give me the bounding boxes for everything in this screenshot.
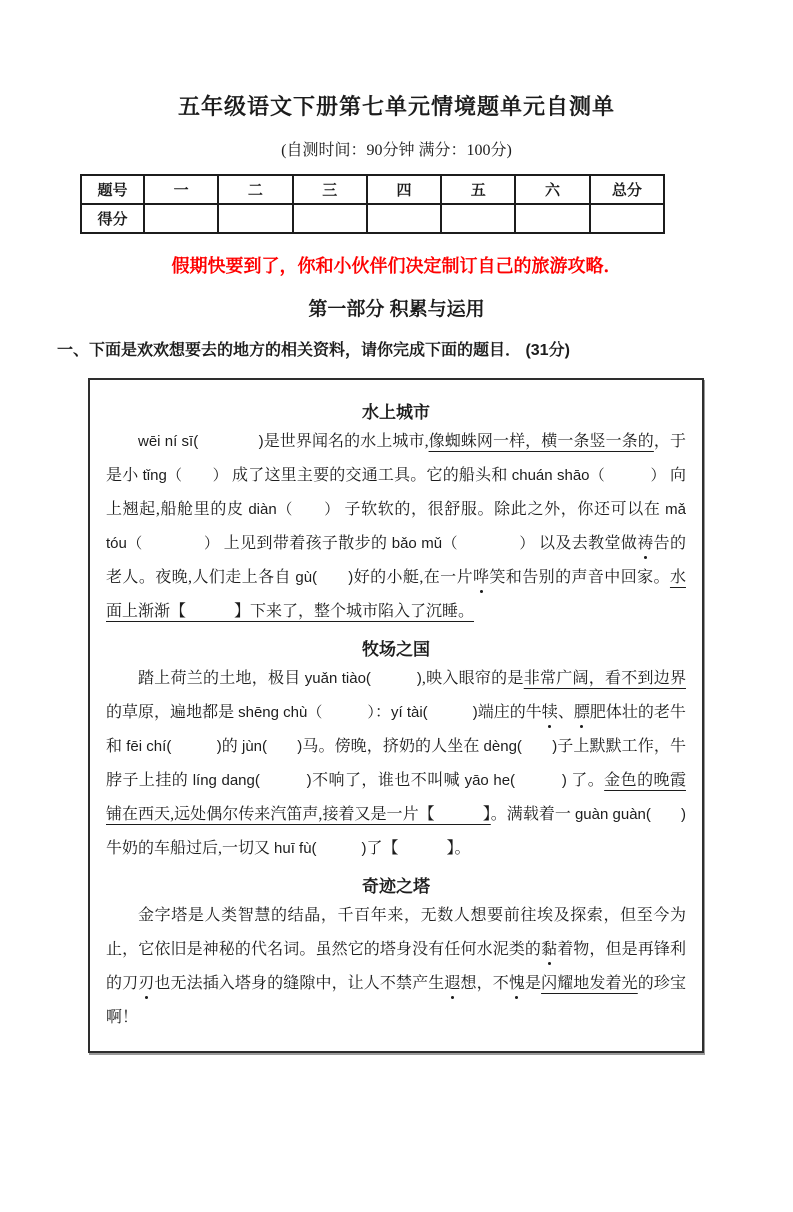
score-empty-cell	[218, 204, 292, 233]
score-empty-cell	[293, 204, 367, 233]
emphasis-dot-char: 黏	[541, 941, 558, 958]
passage-text-run: 笑和告别的声音中回家。	[489, 569, 670, 586]
passage-title-3: 奇迹之塔	[362, 877, 430, 896]
pinyin-blank: yāo he( )	[464, 772, 567, 789]
passage-text-run: 。满载着一	[490, 806, 575, 823]
pinyin-blank: tǐng（ ）	[142, 467, 228, 484]
score-empty-cell	[590, 204, 664, 233]
pinyin-blank: jùn( )	[242, 738, 303, 755]
passage-text-run: 向上翘起,船舱里的皮	[106, 467, 686, 518]
question-column-header-cell: 总分	[590, 175, 664, 204]
pinyin-blank: huī fù( )	[274, 840, 367, 857]
question-column-header-cell: 六	[515, 175, 589, 204]
emphasis-dot-char: 膘	[573, 704, 590, 721]
passage-text-run: 了【 】。	[366, 840, 471, 857]
passage-text-run: 子软软的，很舒服。除此之外，你还可以在	[339, 501, 666, 518]
passage-text-run: 的草原，遍地都是	[106, 704, 239, 721]
score-table-header-row	[81, 175, 664, 204]
passage-text-run: 是	[524, 975, 542, 992]
underlined-phrase: 水面上渐渐【 】下来了，整个城市陷入了沉睡。	[106, 569, 686, 620]
passage-text-run: 肥体壮的老牛和	[106, 704, 686, 755]
pinyin-blank: yuǎn tiào( )	[304, 670, 422, 687]
passage-text-run: ：	[374, 704, 391, 721]
test-paper-page	[0, 90, 793, 1212]
pinyin-blank: shēng chù（ ）	[238, 704, 375, 721]
passage-text-2	[106, 662, 686, 866]
scenario-text: 假期快要到了，你和小伙伴们决定制订自己的旅游攻略．	[171, 256, 622, 276]
page-title: 五年级语文下册第七单元情境题单元自测单	[177, 94, 615, 119]
passage-text-run: 的珍宝啊！	[106, 975, 686, 1026]
passage-text-run: 端庄的牛	[477, 704, 542, 721]
pinyin-blank: gù( )	[295, 569, 354, 586]
question-column-header-cell: 二	[218, 175, 292, 204]
score-row-label-cell: 得分	[81, 204, 144, 233]
passage-text-run: 、	[557, 704, 574, 721]
passage-text-run: 了。	[566, 772, 605, 789]
passage-text-run: 上见到带着孩子散步的	[219, 535, 392, 552]
passage-text-run: 以及去教堂做	[534, 535, 638, 552]
part-one-heading: 第一部分 积累与运用	[308, 299, 485, 320]
question-number-label-cell: 题号	[81, 175, 144, 204]
passage-text-run: 告的老人。夜晚,人们走上各自	[106, 535, 686, 586]
passage-text-run: 金字塔是人类智慧的结晶，千百年来，无数人想要前往埃及探索，但至今为止，它依旧是神秘的代名词。虽然它的塔身没有任何水泥类的	[106, 907, 686, 958]
question-column-header-cell: 三	[293, 175, 367, 204]
passage-text-run: 也无法插入塔身的缝隙中，让人不禁产生	[154, 975, 445, 992]
passage-text-3	[106, 899, 686, 1035]
question-column-header-cell: 五	[441, 175, 515, 204]
score-table-score-row	[81, 204, 664, 233]
passage-text-run: 是世界闻名的水上城市,	[263, 433, 429, 450]
passage-text-run: 马。傍晚，挤奶的人坐在	[302, 738, 484, 755]
passage-text-run: ,映入眼帘的是	[421, 670, 524, 687]
pinyin-blank: líng dang( )	[192, 772, 312, 789]
emphasis-dot-char: 犊	[541, 704, 558, 721]
passage-title-2: 牧场之国	[362, 640, 430, 659]
underlined-phrase: 非常广阔，看不到边界	[523, 670, 686, 687]
pinyin-blank: chuán shāo（ ）	[511, 467, 666, 484]
passage-text-run: 想，不	[460, 975, 509, 992]
score-empty-cell	[367, 204, 441, 233]
score-empty-cell	[441, 204, 515, 233]
question-column-header-cell: 一	[144, 175, 218, 204]
pinyin-blank: guàn guàn( )	[574, 806, 686, 823]
score-empty-cell	[144, 204, 218, 233]
exam-time-score-info: (自测时间：90分钟 满分：100分)	[281, 142, 512, 159]
underlined-phrase: 像蜘蛛网一样，横一条竖一条的	[428, 433, 654, 450]
passage-text-run: 不响了，谁也不叫喊	[311, 772, 465, 789]
passage-text-run: ，于是小	[106, 433, 686, 484]
pinyin-blank: yí tài( )	[390, 704, 478, 721]
passage-text-run: 着物，但是再锋利的刀	[106, 941, 686, 992]
emphasis-dot-char: 愧	[508, 975, 525, 992]
passage-text-run: 成了这里主要的交通工具。它的船头和	[227, 467, 512, 484]
pinyin-blank: dèng( )	[483, 738, 558, 755]
pinyin-blank: bǎo mǔ（ ）	[391, 535, 535, 552]
passage-text-run: 踏上荷兰的土地，极目	[138, 670, 305, 687]
question-one-prompt: 一、下面是欢欢想要去的地方的相关资料，请你完成下面的题目． (31分)	[57, 342, 570, 359]
reading-passages-box	[88, 378, 704, 1053]
pinyin-blank: fēi chí( )	[126, 738, 222, 755]
pinyin-blank: wēi ní sī( )	[138, 433, 264, 450]
question-column-header-cell: 四	[367, 175, 441, 204]
pinyin-blank: diàn（ ）	[248, 501, 340, 518]
underlined-phrase: 闪耀地发着光	[541, 975, 638, 992]
pinyin-blank: mǎ tóu（ ）	[106, 501, 686, 552]
passage-text-run: 牛奶的车船过后,一切又	[106, 840, 275, 857]
emphasis-dot-char: 刃	[138, 975, 155, 992]
underlined-phrase: 金色的晚霞铺在西天,远处偶尔传来汽笛声,接着又是一片【 】	[106, 772, 686, 823]
passage-text-run: 子上默默工作，牛脖子上挂的	[106, 738, 686, 789]
score-empty-cell	[515, 204, 589, 233]
passage-text-run: 好的小艇,在一片	[353, 569, 473, 586]
emphasis-dot-char: 哗	[473, 569, 490, 586]
passage-text-1	[106, 425, 686, 629]
passage-title-1: 水上城市	[362, 403, 430, 422]
score-table	[80, 174, 665, 234]
passage-text-run: 的	[221, 738, 242, 755]
emphasis-dot-char: 遐	[444, 975, 461, 992]
emphasis-dot-char: 祷	[637, 535, 654, 552]
